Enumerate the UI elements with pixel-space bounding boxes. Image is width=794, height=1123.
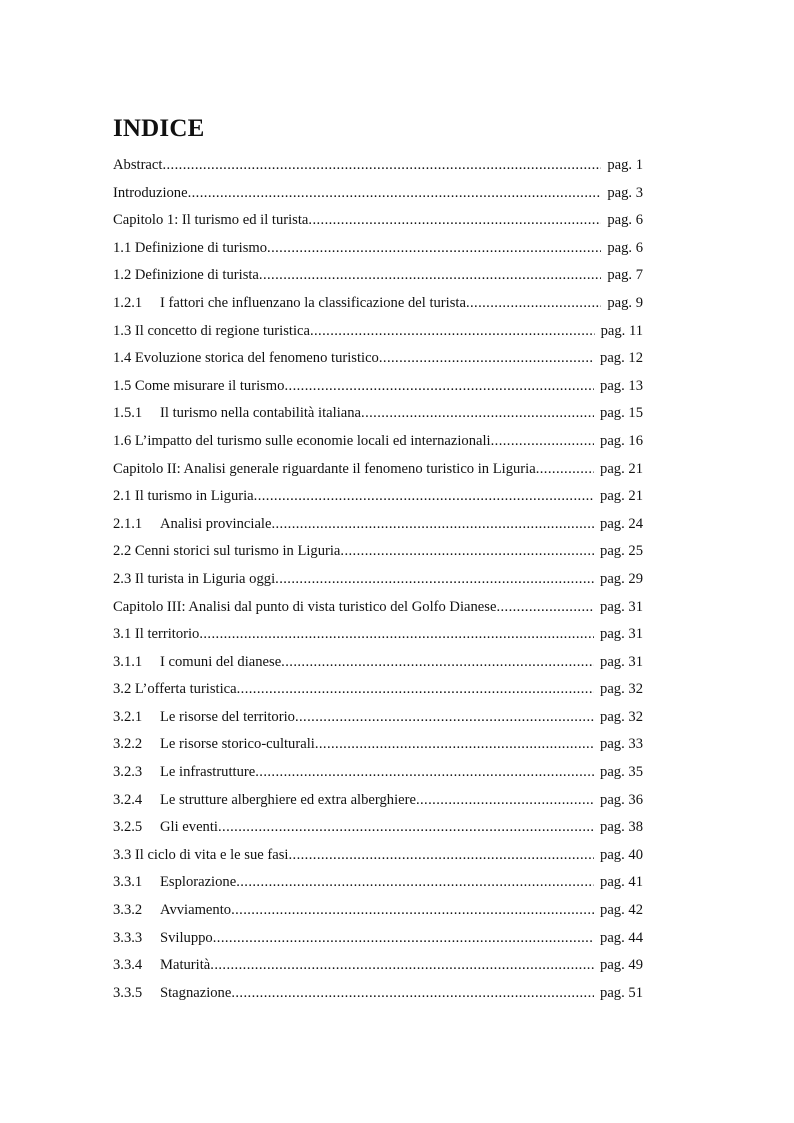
toc-leader-dots [466, 290, 601, 318]
toc-entry-page: pag. 31 [600, 653, 643, 670]
toc-entry [113, 787, 643, 815]
toc-entry-label: 1.4 Evoluzione storica del fenomeno turistico [113, 350, 379, 367]
toc-entry [113, 869, 643, 897]
toc-leader-dots [231, 897, 594, 925]
table-of-contents [113, 152, 643, 1007]
page-title: INDICE [113, 115, 205, 142]
toc-entry [113, 428, 643, 456]
toc-entry-page: pag. 40 [600, 846, 643, 863]
toc-entry-label: 3.2 L’offerta turistica [113, 681, 237, 698]
toc-entry-label: Stagnazione [160, 984, 232, 1001]
toc-leader-dots [284, 373, 594, 401]
toc-entry [113, 262, 643, 290]
toc-entry-label: 1.2 Definizione di turista [113, 267, 259, 284]
toc-leader-dots [288, 842, 594, 870]
toc-entry [113, 538, 643, 566]
toc-leader-dots [340, 538, 594, 566]
toc-entry-page: pag. 36 [600, 791, 643, 808]
toc-entry [113, 180, 643, 208]
toc-entry-page: pag. 41 [600, 874, 643, 891]
toc-leader-dots [259, 262, 601, 290]
toc-leader-dots [255, 759, 594, 787]
toc-entry-page: pag. 21 [600, 488, 643, 505]
toc-entry-page: pag. 9 [607, 294, 643, 311]
toc-entry [113, 400, 643, 428]
toc-entry-page: pag. 12 [600, 350, 643, 367]
toc-entry-label: 1.5 Come misurare il turismo [113, 377, 285, 394]
toc-leader-dots [416, 787, 594, 815]
toc-entry-label: 1.6 L’impatto del turismo sulle economie locali ed internazionali [113, 432, 491, 449]
toc-entry-label: Capitolo III: Analisi dal punto di vista turistico del Golfo Dianese [113, 598, 497, 615]
toc-entry-page: pag. 6 [607, 239, 643, 256]
toc-entry-page: pag. 51 [600, 984, 643, 1001]
toc-entry-label: Il turismo nella contabilità italiana [160, 405, 362, 422]
toc-entry-number: 3.3.5 [113, 984, 143, 1001]
toc-entry [113, 925, 643, 953]
toc-entry-page: pag. 25 [600, 543, 643, 560]
toc-entry-label: Capitolo 1: Il turismo ed il turista [113, 212, 309, 229]
toc-entry-number: 2.1.1 [113, 515, 143, 532]
toc-entry-page: pag. 21 [600, 460, 643, 477]
toc-entry-label: I fattori che influenzano la classificazione del turista [160, 294, 466, 311]
toc-entry-page: pag. 1 [607, 157, 643, 173]
toc-entry-page: pag. 15 [600, 405, 643, 422]
toc-entry-label: 2.3 Il turista in Liguria oggi [113, 570, 276, 587]
toc-entry-page: pag. 42 [600, 902, 643, 919]
toc-leader-dots [295, 704, 594, 732]
toc-entry [113, 511, 643, 539]
toc-entry-page: pag. 32 [600, 708, 643, 725]
toc-entry-number: 3.2.4 [113, 791, 143, 808]
toc-entry-page: pag. 13 [600, 377, 643, 394]
toc-entry-label: Gli eventi [160, 819, 218, 836]
toc-entry [113, 345, 643, 373]
toc-entry-page: pag. 35 [600, 764, 643, 781]
toc-entry [113, 676, 643, 704]
toc-entry-label: 1.1 Definizione di turismo [113, 239, 268, 256]
toc-entry-page: pag. 33 [600, 736, 643, 753]
toc-entry [113, 649, 643, 677]
toc-entry-page: pag. 16 [600, 432, 643, 449]
toc-leader-dots [210, 952, 594, 980]
toc-entry [113, 235, 643, 263]
toc-entry-label: Maturità [160, 957, 211, 974]
toc-entry-label: Abstract [113, 157, 163, 173]
toc-entry [113, 483, 643, 511]
toc-entry-page: pag. 11 [600, 322, 643, 339]
toc-leader-dots [281, 649, 594, 677]
toc-entry-page: pag. 24 [600, 515, 643, 532]
toc-entry [113, 897, 643, 925]
toc-entry-number: 3.2.3 [113, 764, 143, 781]
toc-entry [113, 814, 643, 842]
toc-leader-dots [491, 428, 594, 456]
toc-entry [113, 842, 643, 870]
toc-entry-label: Sviluppo [160, 929, 213, 946]
toc-entry-page: pag. 31 [600, 598, 643, 615]
toc-entry-label: Le infrastrutture [160, 764, 256, 781]
toc-entry [113, 980, 643, 1008]
toc-entry [113, 207, 643, 235]
toc-entry-label: I comuni del dianese [160, 653, 282, 670]
toc-leader-dots [496, 594, 594, 622]
toc-entry [113, 152, 643, 180]
toc-entry-page: pag. 29 [600, 570, 643, 587]
toc-entry-page: pag. 49 [600, 957, 643, 974]
toc-entry-label: Introduzione [113, 184, 188, 201]
toc-entry-label: 3.3 Il ciclo di vita e le sue fasi [113, 846, 289, 863]
toc-entry [113, 759, 643, 787]
toc-entry-page: pag. 6 [607, 212, 643, 229]
toc-leader-dots [218, 814, 594, 842]
toc-entry-label: Le strutture alberghiere ed extra alberghiere [160, 791, 416, 808]
toc-entry-number: 3.3.3 [113, 929, 143, 946]
toc-entry-page: pag. 31 [600, 626, 643, 643]
toc-leader-dots [275, 566, 594, 594]
toc-entry [113, 373, 643, 401]
toc-entry-number: 1.2.1 [113, 294, 143, 311]
toc-entry-label: 2.1 Il turismo in Liguria [113, 488, 254, 505]
toc-entry-label: Esplorazione [160, 874, 237, 891]
toc-leader-dots [310, 318, 595, 346]
toc-entry-number: 3.3.2 [113, 902, 143, 919]
toc-entry-number: 3.3.4 [113, 957, 143, 974]
toc-leader-dots [254, 483, 594, 511]
toc-entry [113, 952, 643, 980]
document-page [113, 112, 643, 1007]
toc-entry-page: pag. 3 [607, 184, 643, 201]
toc-entry-label: Capitolo II: Analisi generale riguardante il fenomeno turistico in Liguria [113, 460, 536, 477]
toc-entry-label: Le risorse del territorio [160, 708, 295, 725]
toc-entry-label: Avviamento [160, 902, 232, 919]
toc-leader-dots [271, 511, 594, 539]
toc-entry [113, 621, 643, 649]
toc-entry-label: 3.1 Il territorio [113, 626, 200, 643]
toc-leader-dots [379, 345, 594, 373]
toc-entry [113, 704, 643, 732]
toc-entry-page: pag. 32 [600, 681, 643, 698]
toc-entry-label: Analisi provinciale [160, 515, 272, 532]
toc-entry-page: pag. 38 [600, 819, 643, 836]
toc-entry [113, 594, 643, 622]
toc-entry [113, 290, 643, 318]
toc-leader-dots [231, 980, 594, 1008]
toc-entry-number: 3.1.1 [113, 653, 143, 670]
toc-entry [113, 318, 643, 346]
toc-leader-dots [361, 400, 594, 428]
toc-entry-number: 3.2.5 [113, 819, 143, 836]
toc-leader-dots [213, 925, 594, 953]
toc-entry-page: pag. 7 [607, 267, 643, 284]
toc-leader-dots [536, 456, 594, 484]
toc-entry-number: 3.2.2 [113, 736, 143, 753]
toc-entry-number: 1.5.1 [113, 405, 143, 422]
toc-entry-label: Le risorse storico-culturali [160, 736, 315, 753]
toc-entry-label: 2.2 Cenni storici sul turismo in Liguria [113, 543, 341, 560]
toc-entry-page: pag. 44 [600, 929, 643, 946]
toc-entry [113, 566, 643, 594]
toc-leader-dots [308, 207, 601, 235]
toc-entry-number: 3.2.1 [113, 708, 143, 725]
toc-leader-dots [267, 235, 601, 263]
toc-leader-dots [199, 621, 594, 649]
toc-leader-dots [315, 731, 594, 759]
toc-leader-dots [162, 152, 601, 180]
toc-entry [113, 731, 643, 759]
toc-entry [113, 456, 643, 484]
toc-entry-label: 1.3 Il concetto di regione turistica [113, 322, 310, 339]
toc-leader-dots [237, 676, 594, 704]
toc-leader-dots [236, 869, 594, 897]
toc-entry-number: 3.3.1 [113, 874, 143, 891]
toc-leader-dots [188, 180, 602, 208]
